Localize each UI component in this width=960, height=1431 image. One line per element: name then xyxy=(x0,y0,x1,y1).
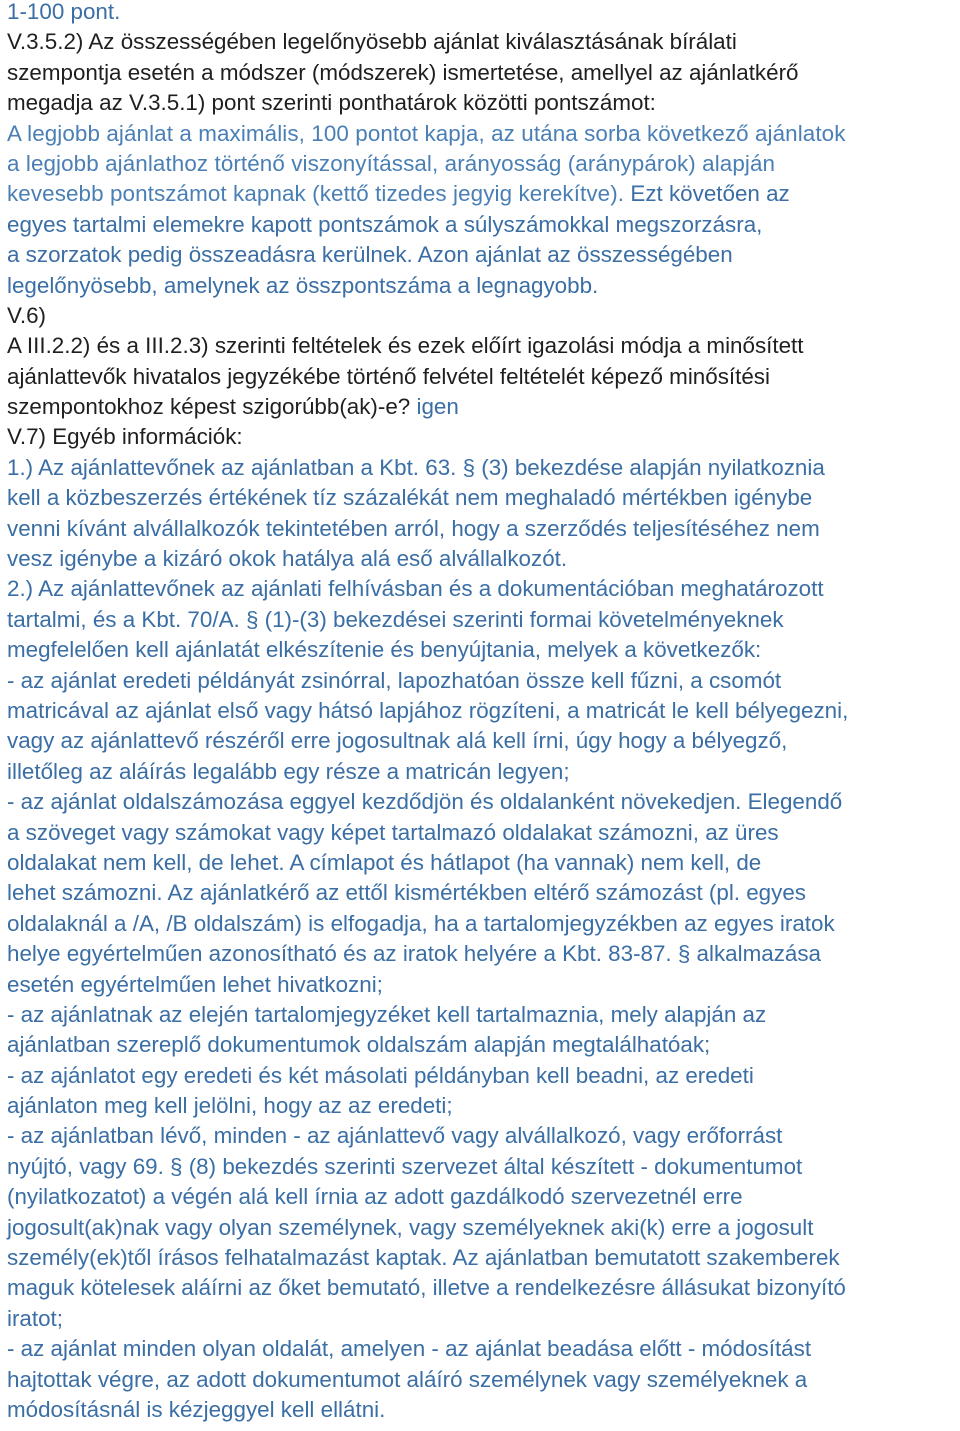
text-segment: a szorzatok pedig összeadásra kerülnek. xyxy=(7,242,418,268)
text-line xyxy=(7,1000,956,1030)
text-line xyxy=(7,1243,956,1273)
text-line xyxy=(7,483,956,513)
text-line xyxy=(7,1030,956,1060)
text-segment: A III.2.2) és a III.2.3) szerinti feltételek és ezek előírt igazolási módja a minősített xyxy=(7,333,804,359)
text-line xyxy=(7,726,956,756)
text-segment: legelőnyösebb, amelynek az összpontszáma a legnagyobb. xyxy=(7,272,599,298)
text-segment: - az ajánlatnak az elején tartalomjegyzéket kell tartalmaznia, mely alapján az xyxy=(7,1001,767,1027)
text-line xyxy=(7,362,956,392)
text-segment: módosításnál is kézjeggyel kell ellátni. xyxy=(7,1396,386,1422)
text-line xyxy=(7,1334,956,1364)
text-line xyxy=(7,1213,956,1243)
text-line xyxy=(7,635,956,665)
text-segment: lehet számozni. Az ajánlatkérő az ettől kismértékben eltérő számozást (pl. egyes xyxy=(7,880,806,906)
text-segment: maguk kötelesek aláírni az őket bemutató, illetve a rendelkezésre állásukat bizonyító xyxy=(7,1275,846,1301)
text-segment: a szöveget vagy számokat vagy képet tartalmazó oldalakat számozni, az üres xyxy=(7,819,779,845)
text-segment: A legjobb ajánlat a maximális, 100 pontot kapja, az utána sorba következő ajánlatok xyxy=(7,120,846,146)
text-segment: 2.) Az ajánlattevőnek az ajánlati felhívásban és a dokumentációban meghatározott xyxy=(7,576,824,602)
text-segment: esetén egyértelműen lehet hivatkozni; xyxy=(7,971,383,997)
text-line xyxy=(7,1365,956,1395)
text-segment: oldalaknál a /A, /B oldalszám) is elfogadja, ha a tartalomjegyzékben az egyes iratok xyxy=(7,910,835,936)
text-segment: - az ajánlatot egy eredeti és két másolati példányban kell beadni, az eredeti xyxy=(7,1062,754,1088)
text-segment: megadja az V.3.5.1) pont szerinti ponthatárok közötti pontszámot: xyxy=(7,90,656,116)
text-segment: hajtottak végre, az adott dokumentumot aláíró személynek vagy személyeknek a xyxy=(7,1366,808,1392)
text-line xyxy=(7,1273,956,1303)
text-line xyxy=(7,1061,956,1091)
text-segment: illetőleg az aláírás legalább egy része a matricán legyen; xyxy=(7,758,570,784)
text-line xyxy=(7,1121,956,1151)
text-segment: kell a közbeszerzés értékének tíz százalékát nem meghaladó mértékben igénybe xyxy=(7,485,813,511)
text-line xyxy=(7,0,956,27)
text-segment: kevesebb pontszámot kapnak (kettő tizedes jegyig kerekítve). xyxy=(7,181,631,207)
text-line xyxy=(7,453,956,483)
text-segment: megfelelően kell ajánlatát elkészítenie és benyújtania, melyek a következők: xyxy=(7,637,762,663)
text-segment: vesz igénybe a kizáró okok hatálya alá eső alvállalkozót. xyxy=(7,546,568,572)
text-line xyxy=(7,848,956,878)
text-segment: matricával az ajánlat első vagy hátsó lapjához rögzíteni, a matricát le kell bélyegezni, xyxy=(7,697,849,723)
text-line xyxy=(7,605,956,635)
text-segment: helye egyértelműen azonosítható és az iratok helyére a Kbt. 83-87. § alkalmazása xyxy=(7,941,822,967)
text-line xyxy=(7,119,956,149)
text-line xyxy=(7,1182,956,1212)
text-line xyxy=(7,1304,956,1334)
text-line xyxy=(7,544,956,574)
text-line xyxy=(7,210,956,240)
text-segment: tartalmi, és a Kbt. 70/A. § (1)-(3) bekezdései szerinti formai követelményeknek xyxy=(7,606,784,632)
text-segment: a legjobb ajánlathoz történő viszonyítással, arányosság (aránypárok) alapján xyxy=(7,150,776,176)
text-line xyxy=(7,1152,956,1182)
text-segment: - az ajánlatban lévő, minden - az ajánlattevő vagy alvállalkozó, vagy erőforrást xyxy=(7,1123,783,1149)
text-line xyxy=(7,787,956,817)
text-segment: - az ajánlat oldalszámozása eggyel kezdődjön és oldalanként növekedjen. Elegendő xyxy=(7,789,843,815)
text-line xyxy=(7,88,956,118)
text-line xyxy=(7,27,956,57)
text-segment: jogosult(ak)nak vagy olyan személynek, vagy személyeknek aki(k) erre a jogosult xyxy=(7,1214,814,1240)
text-line xyxy=(7,271,956,301)
text-segment: venni kívánt alvállalkozók tekintetében arról, hogy a szerződés teljesítéséhez nem xyxy=(7,515,820,541)
text-segment: nyújtó, vagy 69. § (8) bekezdés szerinti szervezet által készített - dokumentumot xyxy=(7,1153,803,1179)
text-segment: Ezt követően az xyxy=(630,181,790,207)
text-segment: ajánlattevők hivatalos jegyzékébe történő felvétel feltételét képező minősítési xyxy=(7,363,770,389)
text-line xyxy=(7,392,956,422)
text-line xyxy=(7,422,956,452)
text-segment: iratot; xyxy=(7,1305,63,1331)
text-line xyxy=(7,58,956,88)
text-line xyxy=(7,666,956,696)
text-line xyxy=(7,696,956,726)
text-segment: oldalakat nem kell, de lehet. A címlapot és hátlapot (ha vannak) nem kell, de xyxy=(7,849,762,875)
text-line xyxy=(7,574,956,604)
text-line xyxy=(7,1091,956,1121)
text-segment: V.7) Egyéb információk: xyxy=(7,424,243,450)
text-line xyxy=(7,878,956,908)
text-segment: szempontja esetén a módszer (módszerek) ismertetése, amellyel az ajánlatkérő xyxy=(7,59,799,85)
text-segment: egyes tartalmi elemekre kapott pontszámok a súlyszámokkal megszorzásra, xyxy=(7,211,763,237)
text-segment: (nyilatkozatot) a végén alá kell írnia az adott gazdálkodó szervezetnél erre xyxy=(7,1184,743,1210)
text-line xyxy=(7,757,956,787)
text-line xyxy=(7,514,956,544)
text-line xyxy=(7,970,956,1000)
text-line xyxy=(7,909,956,939)
text-segment: 1-100 pont. xyxy=(7,0,121,24)
text-line xyxy=(7,240,956,270)
text-line xyxy=(7,818,956,848)
text-line xyxy=(7,179,956,209)
text-line xyxy=(7,1395,956,1425)
text-segment: V.3.5.2) Az összességében legelőnyösebb ajánlat kiválasztásának bírálati xyxy=(7,29,737,55)
text-segment: - az ajánlat minden olyan oldalát, amelyen - az ajánlat beadása előtt - módosítást xyxy=(7,1336,812,1362)
text-line xyxy=(7,149,956,179)
text-segment: ajánlatban szereplő dokumentumok oldalszám alapján megtalálhatóak; xyxy=(7,1032,711,1058)
text-segment: igen xyxy=(416,394,459,420)
text-segment: - az ajánlat eredeti példányát zsinórral, lapozhatóan össze kell fűzni, a csomót xyxy=(7,667,782,693)
text-segment: vagy az ajánlattevő részéről erre jogosultnak alá kell írni, úgy hogy a bélyegző, xyxy=(7,728,788,754)
text-segment: személy(ek)től írásos felhatalmazást kaptak. Az ajánlatban bemutatott szakemberek xyxy=(7,1245,840,1271)
text-line xyxy=(7,331,956,361)
text-segment: szempontokhoz képest szigorúbb(ak)-e? xyxy=(7,394,417,420)
text-line xyxy=(7,939,956,969)
text-segment: ajánlaton meg kell jelölni, hogy az az eredeti; xyxy=(7,1093,453,1119)
text-segment: 1.) Az ajánlattevőnek az ajánlatban a Kbt. 63. § (3) bekezdése alapján nyilatkoznia xyxy=(7,454,825,480)
text-segment: V.6) xyxy=(7,302,47,328)
text-line xyxy=(7,301,956,331)
text-segment: Azon ajánlat az összességében xyxy=(417,242,733,268)
